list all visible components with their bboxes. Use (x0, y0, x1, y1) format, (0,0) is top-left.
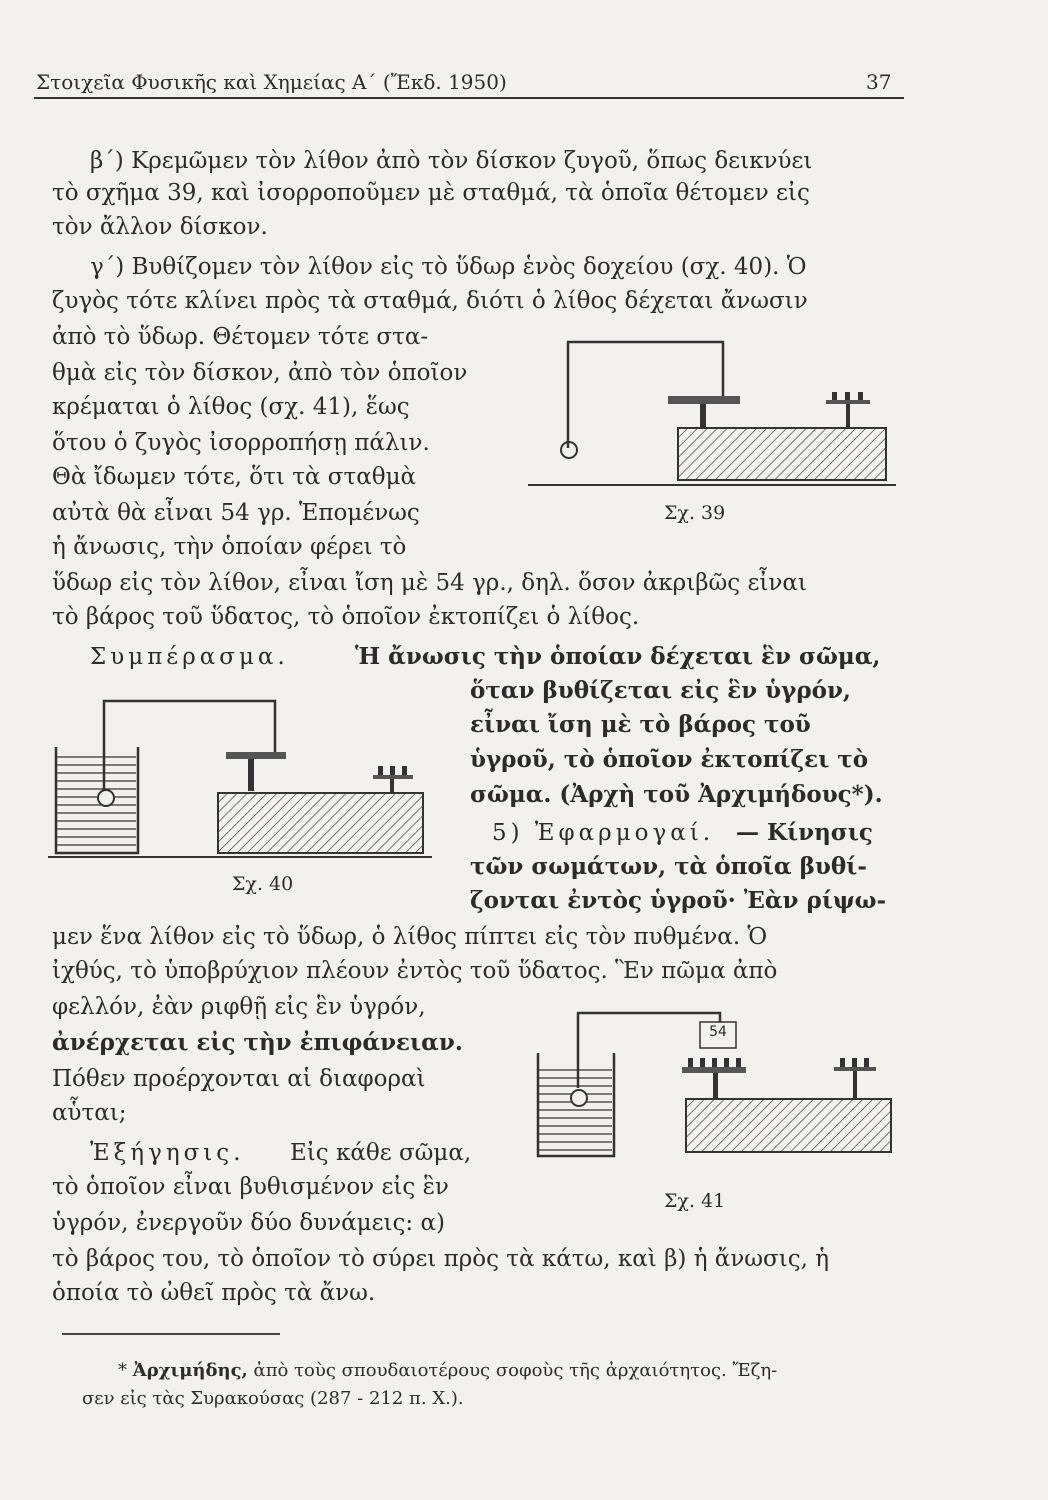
figure-41-weight-label: 54 (709, 1024, 727, 1040)
text-line: ὅταν βυθίζεται εἰς ἓν ὑγρόν, (470, 677, 851, 704)
text-line: εἶναι ἴση μὲ τὸ βάρος τοῦ (470, 711, 811, 738)
text-line: ζονται ἐντὸς ὑγροῦ· Ἐὰν ρίψω- (470, 887, 887, 914)
text-line: γ΄) Βυθίζομεν τὸν λίθον εἰς τὸ ὕδωρ ἑνὸς δοχείου (σχ. 40). Ὁ (90, 254, 807, 280)
text-line: ζυγὸς τότε κλίνει πρὸς τὰ σταθμά, διότι ὁ λίθος δέχεται ἄνωσιν (52, 288, 808, 314)
figure-39 (528, 330, 898, 495)
text-line: Θὰ ἴδωμεν τότε, ὅτι τὰ σταθμὰ (52, 464, 417, 490)
text-line: ὁποία τὸ ὠθεῖ πρὸς τὰ ἄνω. (52, 1280, 376, 1306)
text-line: ὅτου ὁ ζυγὸς ἰσορροπήσῃ πάλιν. (52, 430, 430, 456)
text-line: Πόθεν προέρχονται αἱ διαφοραὶ (52, 1066, 426, 1092)
text-line: — Κίνησις (736, 819, 873, 846)
text-line: μεν ἕνα λίθον εἰς τὸ ὕδωρ, ὁ λίθος πίπτει εἰς τὸν πυθμένα. Ὁ (52, 924, 768, 950)
footnote-line-2: σεν εἰς τὰς Συρακούσας (287 - 212 π. Χ.). (82, 1388, 464, 1409)
text-line: τὸ σχῆμα 39, καὶ ἰσορροποῦμεν μὲ σταθμά, τὰ ὁποῖα θέτομεν εἰς (52, 180, 810, 206)
text-line: ὑγρόν, ἐνεργοῦν δύο δυνάμεις: α) (52, 1210, 445, 1236)
conclusion-label: Συμπέρασμα. (90, 644, 289, 670)
footnote-marker: * (118, 1360, 127, 1381)
text-line: β΄) Κρεμῶμεν τὸν λίθον ἀπὸ τὸν δίσκον ζυγοῦ, ὅπως δεικνύει (90, 148, 813, 174)
text-line: αὐτὰ θὰ εἶναι 54 γρ. Ἑπομένως (52, 500, 420, 526)
footnote-line-1 (118, 1358, 777, 1384)
running-title: Στοιχεῖα Φυσικῆς καὶ Χημείας Α΄ (Ἔκδ. 1950) (36, 70, 507, 94)
text-line: θμὰ εἰς τὸν δίσκον, ἀπὸ τὸν ὁποῖον (52, 360, 468, 386)
text-line: ὑγροῦ, τὸ ὁποῖον ἐκτοπίζει τὸ (470, 746, 869, 773)
footnote-name: Ἀρχιμήδης, (132, 1360, 248, 1381)
text-line: φελλόν, ἐὰν ριφθῇ εἰς ἓν ὑγρόν, (52, 994, 426, 1020)
figure-40-caption: Σχ. 40 (232, 873, 294, 895)
text-line: ἡ ἄνωσις, τὴν ὁποίαν φέρει τὸ (52, 534, 407, 560)
footnote-rule (62, 1333, 280, 1335)
text-line: τὸν ἄλλον δίσκον. (52, 214, 268, 240)
text-line: τὸ βάρος του, τὸ ὁποῖον τὸ σύρει πρὸς τὰ κάτω, καὶ β) ἡ ἄνωσις, ἡ (52, 1246, 830, 1272)
footnote-text: ἀπὸ τοὺς σπουδαιοτέρους σοφοὺς τῆς ἀρχαιότητος. Ἔζη- (253, 1360, 778, 1381)
figure-40 (48, 695, 438, 865)
text-line: Ἡ ἄνωσις τὴν ὁποίαν δέχεται ἓν σῶμα, (355, 643, 881, 670)
header-rule (34, 97, 904, 99)
text-line: κρέμαται ὁ λίθος (σχ. 41), ἕως (52, 394, 410, 420)
text-line: τὸ βάρος τοῦ ὕδατος, τὸ ὁποῖον ἐκτοπίζει ὁ λίθος. (52, 604, 640, 630)
text-line: τῶν σωμάτων, τὰ ὁποῖα βυθί- (470, 853, 867, 880)
explanation-label: Ἐξήγησις. (90, 1140, 245, 1166)
applications-label: 5) Ἐφαρμογαί. (492, 820, 715, 846)
text-line: ἀπὸ τὸ ὕδωρ. Θέτομεν τότε στα- (52, 324, 429, 350)
text-line: αὗται; (52, 1100, 127, 1126)
page-number: 37 (866, 70, 892, 94)
text-line: σῶμα. (Ἀρχὴ τοῦ Ἀρχιμήδους*). (470, 781, 883, 808)
text-line: τὸ ὁποῖον εἶναι βυθισμένον εἰς ἓν (52, 1174, 449, 1200)
figure-39-caption: Σχ. 39 (664, 502, 726, 524)
text-line: ἰχθύς, τὸ ὑποβρύχιον πλέουν ἐντὸς τοῦ ὕδατος. Ἓν πῶμα ἀπὸ (52, 958, 778, 984)
text-line: Εἰς κάθε σῶμα, (290, 1140, 472, 1166)
text-line: ἀνέρχεται εἰς τὴν ἐπιφάνειαν. (52, 1029, 463, 1056)
text-line: ὕδωρ εἰς τὸν λίθον, εἶναι ἴση μὲ 54 γρ., δηλ. ὅσον ἀκριβῶς εἶναι (52, 570, 807, 596)
figure-41-caption: Σχ. 41 (664, 1190, 726, 1212)
